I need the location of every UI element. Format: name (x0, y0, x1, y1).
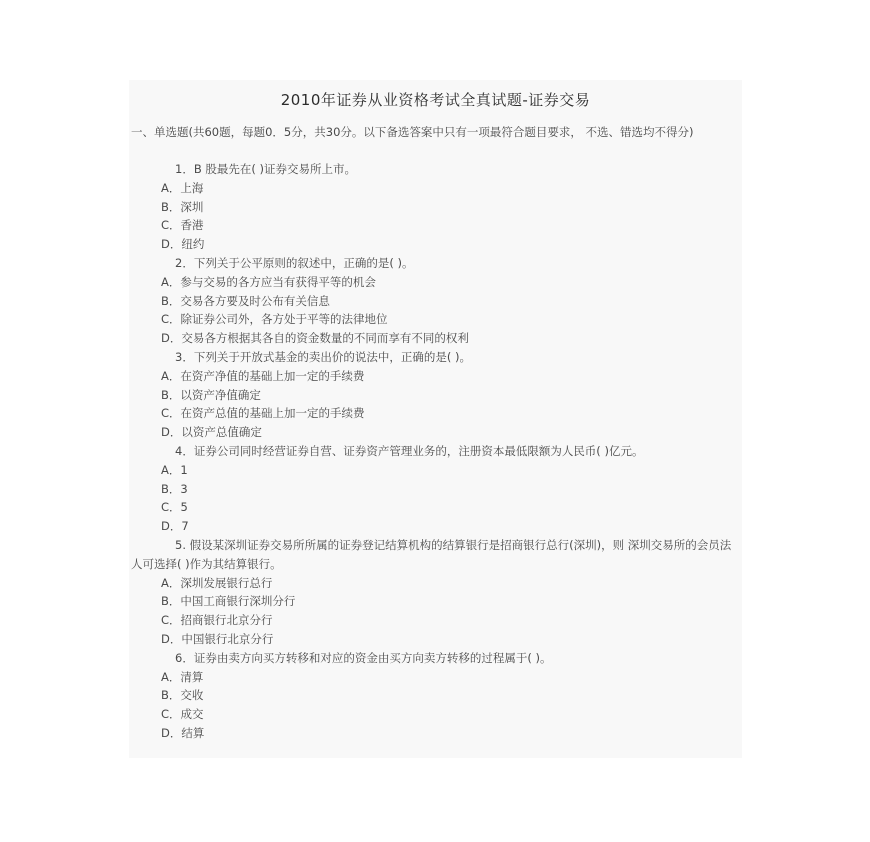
question-3 (129, 348, 742, 442)
question-list (129, 160, 742, 743)
question-stem: 5. 假设某深圳证券交易所所属的证券登记结算机构的结算银行是招商银行总行(深圳)，则 深圳交易所的会员法人可选择( )作为其结算银行。 (131, 537, 732, 571)
option-a: A．在资产净值的基础上加一定的手续费 (161, 368, 365, 383)
option-c: C．招商银行北京分行 (161, 613, 273, 628)
option-a: A．1 (161, 462, 188, 477)
option-b: B．中国工商银行深圳分行 (161, 594, 296, 609)
option-d: D．7 (161, 519, 189, 534)
question-5 (129, 536, 742, 649)
option-c: C．在资产总值的基础上加一定的手续费 (161, 406, 365, 421)
document-title: 2010年证券从业资格考试全真试题-证券交易 (280, 91, 591, 109)
question-4 (129, 442, 742, 536)
question-2 (129, 254, 742, 348)
question-stem: 3．下列关于开放式基金的卖出价的说法中，正确的是( )。 (175, 349, 471, 364)
question-6 (129, 649, 742, 743)
option-c: C．5 (161, 500, 188, 515)
option-d: D．中国银行北京分行 (161, 631, 274, 646)
option-d: D．交易各方根据其各自的资金数量的不同而享有不同的权利 (161, 331, 469, 346)
option-a: A．清算 (161, 669, 204, 684)
option-c: C．成交 (161, 707, 204, 722)
question-stem: 6．证券由卖方向买方转移和对应的资金由买方向卖方转移的过程属于( )。 (175, 650, 552, 665)
section-intro: 一、单选题(共60题，每题0．5分，共30分。以下备选答案中只有一项最符合题目要求， 不选、错选均不得分) (131, 125, 694, 139)
option-c: C．除证券公司外，各方处于平等的法律地位 (161, 312, 388, 327)
document-page (129, 80, 742, 758)
option-b: B．3 (161, 481, 188, 496)
option-d: D．结算 (161, 725, 205, 740)
question-stem: 4．证券公司同时经营证券自营、证券资产管理业务的，注册资本最低限额为人民币( )亿元。 (175, 443, 644, 458)
option-a: A．参与交易的各方应当有获得平等的机会 (161, 274, 376, 289)
question-1 (129, 160, 742, 254)
option-d: D．纽约 (161, 237, 205, 252)
option-a: A．深圳发展银行总行 (161, 575, 273, 590)
option-a: A．上海 (161, 180, 204, 195)
option-b: B．交易各方要及时公布有关信息 (161, 293, 330, 308)
option-d: D．以资产总值确定 (161, 425, 262, 440)
option-b: B．以资产净值确定 (161, 387, 261, 402)
question-stem: 1．B 股最先在( )证券交易所上市。 (175, 162, 356, 176)
option-c: C．香港 (161, 218, 204, 233)
option-b: B．深圳 (161, 199, 204, 214)
option-b: B．交收 (161, 688, 204, 703)
question-stem: 2．下列关于公平原则的叙述中，正确的是( )。 (175, 255, 414, 270)
